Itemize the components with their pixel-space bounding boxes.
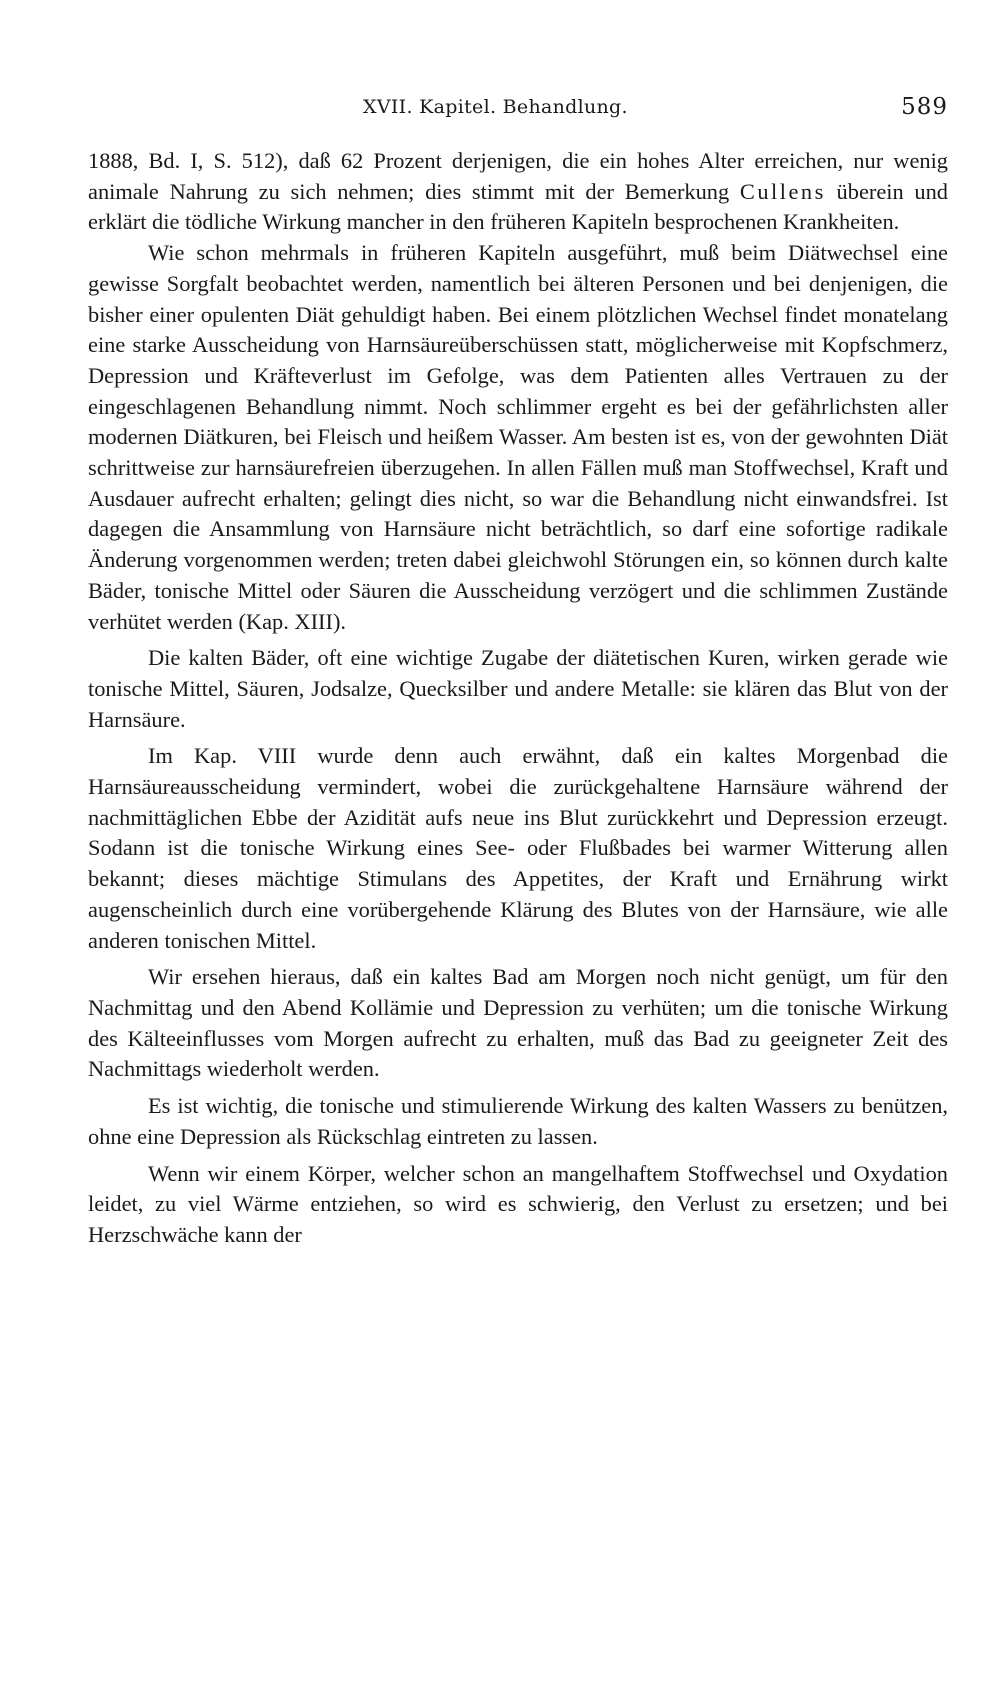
body-text (88, 146, 948, 1251)
author-name-emphasis: Cullens (739, 178, 826, 204)
page-number: 589 (901, 94, 948, 120)
paragraph-2: Wie schon mehrmals in früheren Kapiteln ausgeführt, muß beim Diätwechsel eine gewisse Sorgfalt beobachtet werden, namentlich bei älteren Personen und bei denjenigen, die bisher einer opulenten Diät gehuldigt haben. Bei einem plötzlichen Wechsel findet monatelang eine starke Ausscheidung von Harnsäureüberschüssen statt, möglicherweise mit Kopfschmerz, Depression und Kräfteverlust im Gefolge, was dem Patienten alles Vertrauen zu der eingeschlagenen Behandlung nimmt. Noch schlimmer ergeht es bei der gefährlichsten aller modernen Diätkuren, bei Fleisch und heißem Wasser. Am besten ist es, von der gewohnten Diät schrittweise zur harnsäurefreien überzugehen. In allen Fällen muß man Stoffwechsel, Kraft und Ausdauer aufrecht erhalten; gelingt dies nicht, so war die Behandlung nicht einwandsfrei. Ist dagegen die Ansammlung von Harnsäure nicht beträchtlich, so darf eine sofortige radikale Änderung vorgenommen werden; treten dabei gleichwohl Störungen ein, so können durch kalte Bäder, tonische Mittel oder Säuren die Ausscheidung verzögert und die schlimmen Zustände verhütet werden (Kap. XIII). (88, 240, 948, 634)
paragraph-6: Es ist wichtig, die tonische und stimulierende Wirkung des kalten Wassers zu benützen, ohne eine Depression als Rückschlag eintreten zu lassen. (88, 1093, 948, 1149)
paragraph-3: Die kalten Bäder, oft eine wichtige Zugabe der diätetischen Kuren, wirken gerade wie tonische Mittel, Säuren, Jodsalze, Quecksilber und andere Metalle: sie klären das Blut von der Harnsäure. (88, 645, 948, 732)
paragraph-1 (88, 146, 948, 238)
running-head (88, 96, 948, 128)
paragraph-5: Wir ersehen hieraus, daß ein kaltes Bad am Morgen noch nicht genügt, um für den Nachmittag und den Abend Kollämie und Depression zu verhüten; um die tonische Wirkung des Kälteeinflusses vom Morgen aufrecht zu erhalten, muß das Bad zu geeigneter Zeit des Nachmittags wiederholt werden. (88, 964, 948, 1082)
paragraph-4: Im Kap. VIII wurde denn auch erwähnt, daß ein kaltes Morgenbad die Harnsäureausscheidung vermindert, wobei die zurückgehaltene Harnsäure während der nachmittäglichen Ebbe der Azidität aufs neue ins Blut zurückkehrt und Depression erzeugt. Sodann ist die tonische Wirkung eines See- oder Flußbades bei warmer Witterung allen bekannt; dieses mächtige Stimulans des Appetites, der Kraft und Ernährung wirkt augenscheinlich durch eine vorübergehende Klärung des Blutes von der Harnsäure, wie alle anderen tonischen Mittel. (88, 743, 948, 953)
paragraph-7: Wenn wir einem Körper, welcher schon an mangelhaftem Stoffwechsel und Oxydation leidet, zu viel Wärme entziehen, so wird es schwierig, den Verlust zu ersetzen; und bei Herzschwäche kann der (88, 1160, 948, 1247)
paragraph-1-text-after: überein und erklärt die tödliche Wirkung mancher in den früheren Kapiteln besprochenen Krankheiten. (88, 178, 948, 235)
chapter-title: XVII. Kapitel. Behandlung. (363, 96, 628, 118)
paragraph-1-text: 1888, Bd. I, S. 512), daß 62 Prozent derjenigen, die ein hohes Alter erreichen, nur wenig animale Nahrung zu sich nehmen; dies stimmt mit der Bemerkung (88, 148, 948, 204)
